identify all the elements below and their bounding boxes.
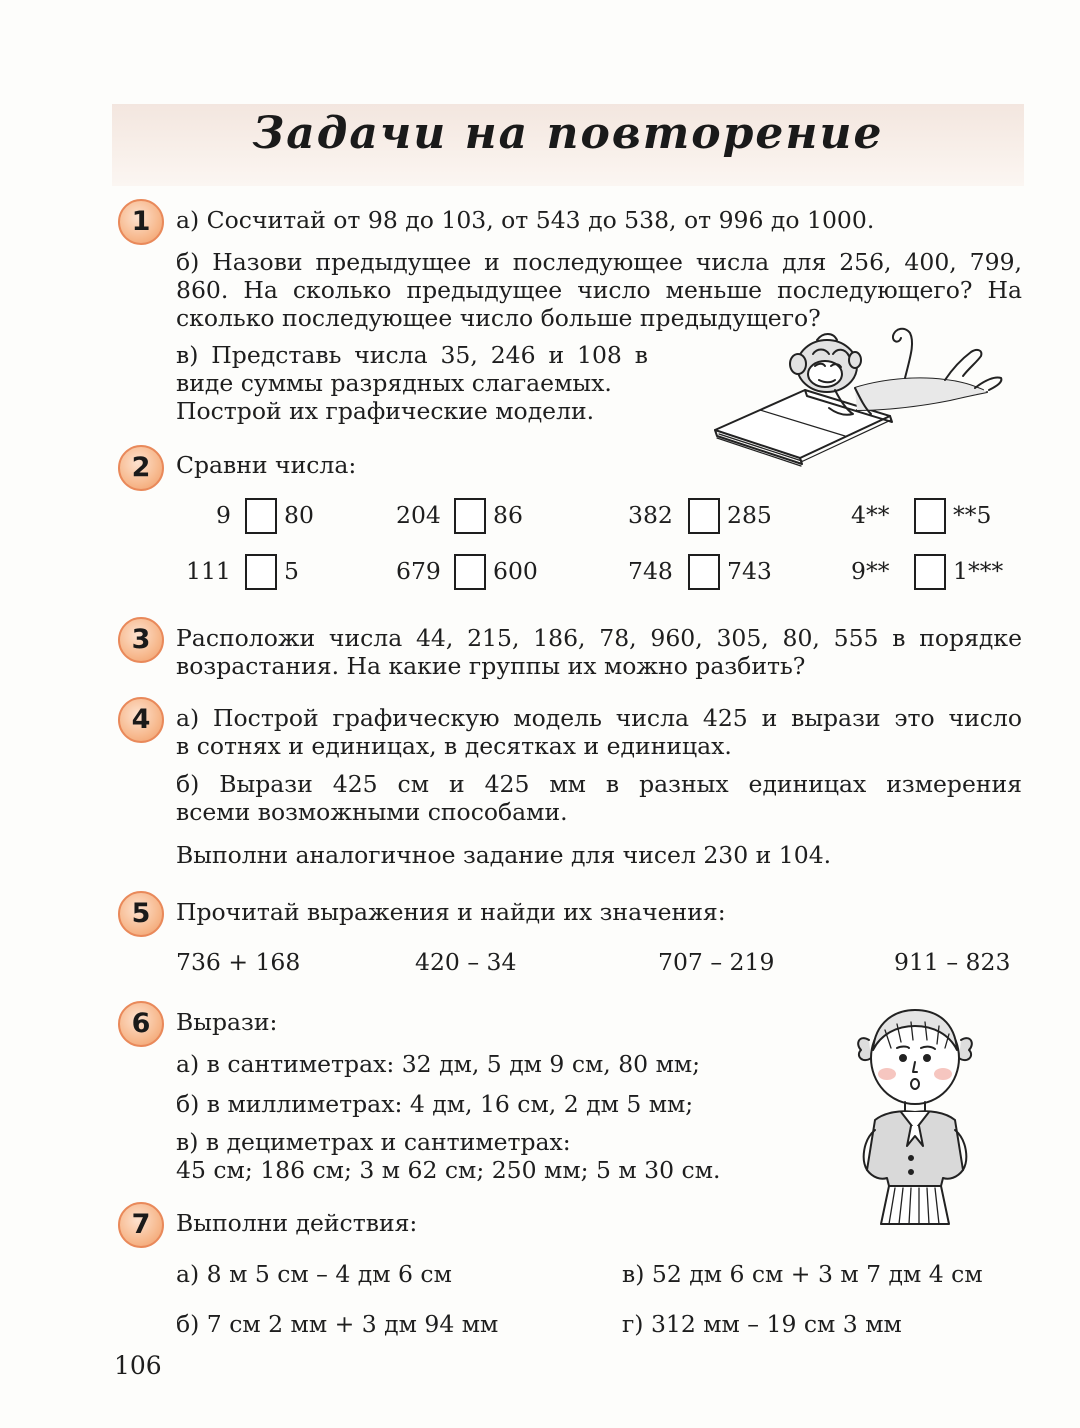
compare-box[interactable]: [245, 554, 277, 590]
task6-b: б) в миллиметрах: 4 дм, 16 см, 2 дм 5 мм;: [176, 1090, 694, 1118]
task3-line2: возрастания. На какие группы их можно разбить?: [176, 652, 806, 680]
compare-left: 9**: [851, 557, 890, 585]
compare-left: 748: [628, 557, 673, 585]
monkey-illustration: [705, 318, 1005, 468]
task1-b-line3: сколько последующее число больше предыдущего?: [176, 304, 821, 332]
task7-a: а) 8 м 5 см – 4 дм 6 см: [176, 1260, 452, 1288]
compare-box[interactable]: [245, 498, 277, 534]
compare-box[interactable]: [688, 554, 720, 590]
compare-left: 679: [396, 557, 441, 585]
expression: 911 – 823: [894, 948, 1011, 976]
compare-box[interactable]: [914, 554, 946, 590]
task7-b: б) 7 см 2 мм + 3 дм 94 мм: [176, 1310, 499, 1338]
compare-box[interactable]: [688, 498, 720, 534]
task7-text: Выполни действия:: [176, 1209, 418, 1237]
compare-box[interactable]: [454, 554, 486, 590]
compare-right: 5: [284, 557, 299, 585]
task-number-badge: 5: [118, 891, 164, 937]
expression: 707 – 219: [658, 948, 775, 976]
task1-b-line2: 860. На сколько предыдущее число меньше последующего? На: [176, 276, 1022, 304]
compare-box[interactable]: [454, 498, 486, 534]
compare-right: 285: [727, 501, 772, 529]
task1-c-line2: виде суммы разрядных слагаемых.: [176, 369, 612, 397]
compare-left: 204: [396, 501, 441, 529]
task6-text: Вырази:: [176, 1008, 278, 1036]
task-number-badge: 7: [118, 1202, 164, 1248]
task7-v: в) 52 дм 6 см + 3 м 7 дм 4 см: [622, 1260, 983, 1288]
task4-c: Выполни аналогичное задание для чисел 230 и 104.: [176, 841, 832, 869]
task6-a: а) в сантиметрах: 32 дм, 5 дм 9 см, 80 мм;: [176, 1050, 701, 1078]
compare-right: 1***: [953, 557, 1004, 585]
compare-left: 382: [628, 501, 673, 529]
compare-left: 4**: [851, 501, 890, 529]
task4-a-line2: в сотнях и единицах, в десятках и единицах.: [176, 732, 732, 760]
task5-text: Прочитай выражения и найди их значения:: [176, 898, 726, 926]
task7-g: г) 312 мм – 19 см 3 мм: [622, 1310, 902, 1338]
compare-right: 743: [727, 557, 772, 585]
task4-b-line1: б) Вырази 425 см и 425 мм в разных единицах измерения: [176, 770, 1022, 798]
task-number-badge: 2: [118, 445, 164, 491]
compare-right: **5: [953, 501, 992, 529]
task1-c-line3: Построй их графические модели.: [176, 397, 595, 425]
task1-b-line1: б) Назови предыдущее и последующее числа для 256, 400, 799,: [176, 248, 1022, 276]
compare-box[interactable]: [914, 498, 946, 534]
task-number-badge: 4: [118, 697, 164, 743]
task4-b-line2: всеми возможными способами.: [176, 798, 568, 826]
task1-a: а) Сосчитай от 98 до 103, от 543 до 538, от 996 до 1000.: [176, 206, 875, 234]
task6-c-line2: 45 см; 186 см; 3 м 62 см; 250 мм; 5 м 30 см.: [176, 1156, 721, 1184]
expression: 736 + 168: [176, 948, 301, 976]
task6-c-line1: в) в дециметрах и сантиметрах:: [176, 1128, 571, 1156]
task4-a-line1: а) Построй графическую модель числа 425 и вырази это число: [176, 704, 1022, 732]
girl-illustration: [845, 1000, 985, 1230]
expression: 420 – 34: [415, 948, 517, 976]
compare-left: 9: [216, 501, 231, 529]
task2-text: Сравни числа:: [176, 451, 357, 479]
compare-right: 80: [284, 501, 314, 529]
task-number-badge: 3: [118, 617, 164, 663]
page-number: 106: [114, 1351, 162, 1380]
task1-c-line1: в) Представь числа 35, 246 и 108 в: [176, 341, 648, 369]
compare-right: 86: [493, 501, 523, 529]
task-number-badge: 1: [118, 199, 164, 245]
task3-line1: Расположи числа 44, 215, 186, 78, 960, 305, 80, 555 в порядке: [176, 624, 1022, 652]
task-number-badge: 6: [118, 1001, 164, 1047]
page-title: Задачи на повторение: [252, 108, 884, 159]
compare-right: 600: [493, 557, 538, 585]
compare-left: 111: [186, 557, 231, 585]
